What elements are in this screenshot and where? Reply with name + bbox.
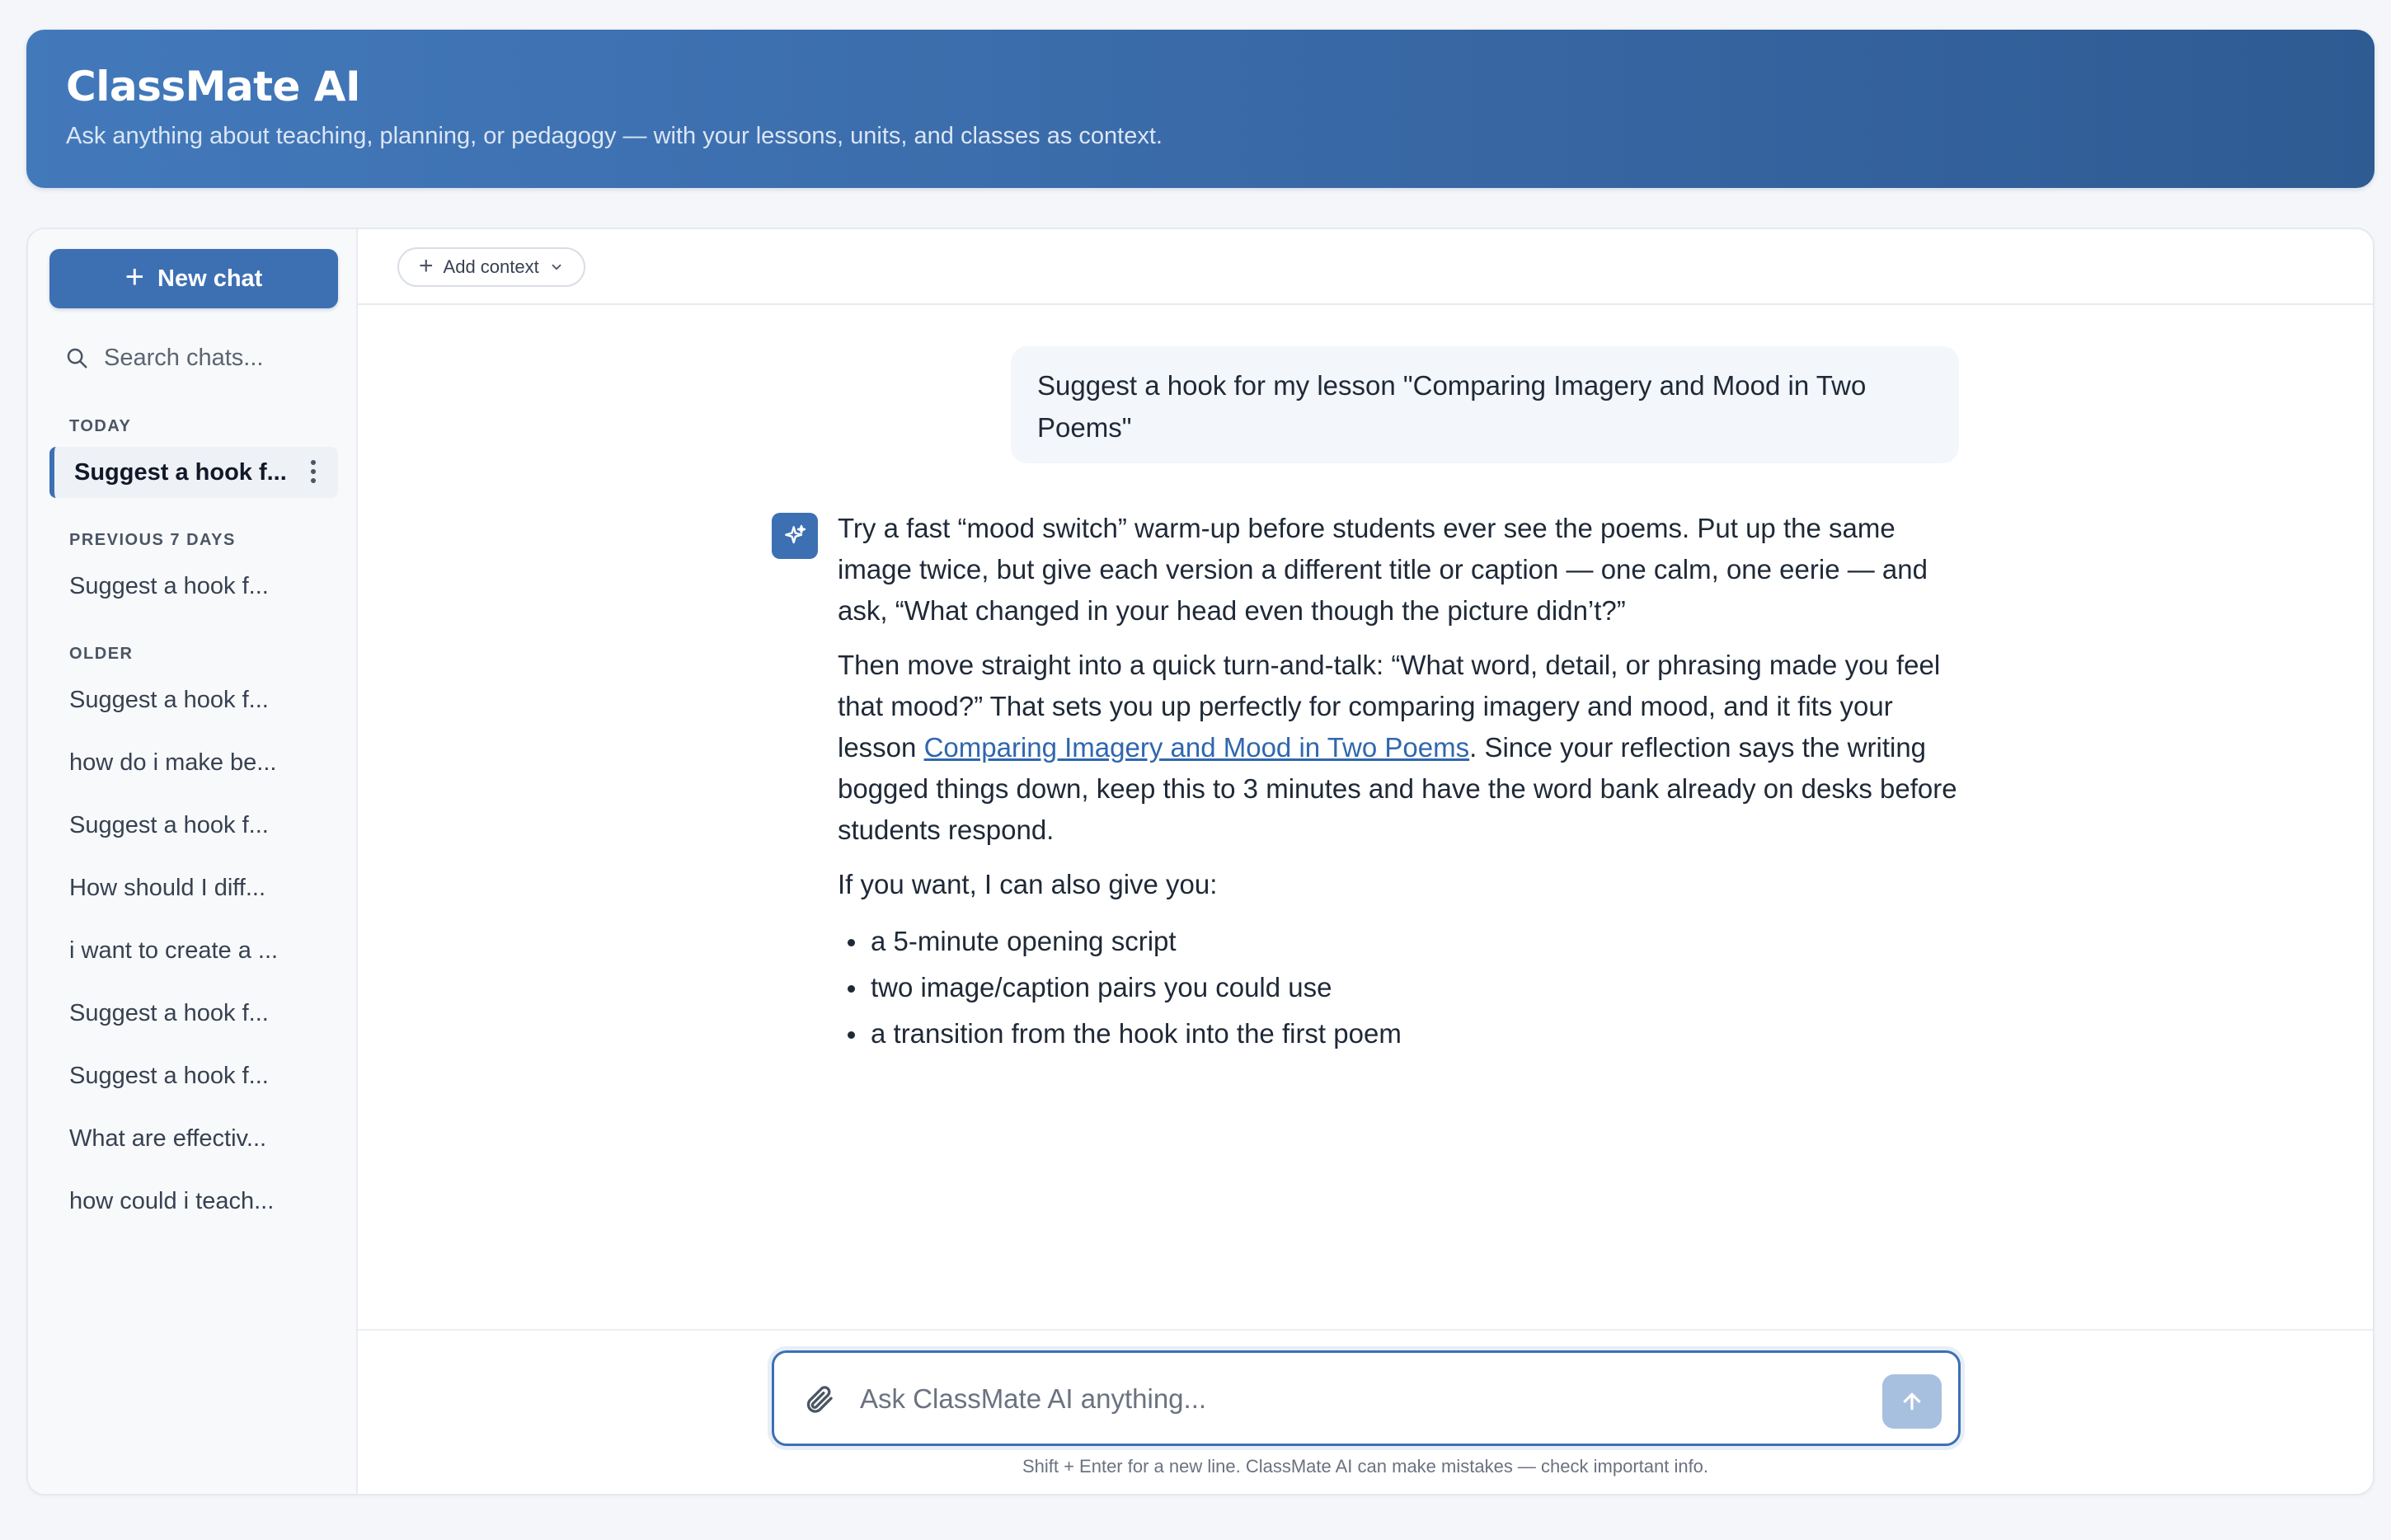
assistant-paragraph [838,645,1975,851]
main-panel [26,228,2375,1495]
text-span: Then move straight into a quick turn-and-talk: “What word, detail, or phrasing made you feel that mood?” That sets you up perfectly for comparing imagery and mood, and it fits your lesson [838,650,1941,763]
app-subtitle: Ask anything about teaching, planning, or pedagogy — with your lessons, units, and classes as context. [66,123,1163,149]
user-message: Suggest a hook for my lesson "Comparing Imagery and Mood in Two Poems" [1011,346,1959,463]
chat-item-label: i want to create a ... [69,937,279,964]
assistant-paragraph: If you want, I can also give you: [838,869,1218,899]
new-chat-button[interactable] [49,249,338,308]
chat-item-label: Suggest a hook f... [69,999,269,1026]
section-today: TODAY [69,417,132,435]
section-older: OLDER [69,645,134,663]
search-icon [64,345,89,370]
composer-hint: Shift + Enter for a new line. ClassMate AI can make mistakes — check important info. [1022,1456,1709,1477]
chat-item-label: What are effectiv... [69,1124,267,1152]
message-input[interactable] [860,1376,1816,1422]
add-context-label: Add context [443,256,539,277]
text-span: . Since your reflection says the writing bogged things down, keep this to 3 minutes and have the word bank already on desks before students respond. [838,732,1957,845]
composer-area [358,1329,2373,1494]
assistant-message [838,508,1975,1057]
chat-sidebar [28,229,358,1494]
sparkle-icon [782,523,808,549]
chat-item-label: How should I diff... [69,874,266,901]
send-button[interactable] [1882,1374,1942,1429]
add-context-button[interactable] [397,247,585,287]
header-banner [26,30,2375,188]
new-chat-label: New chat [157,265,263,292]
chevron-down-icon [549,260,564,275]
chat-item-label: Suggest a hook f... [69,572,269,599]
chat-item-label: how could i teach... [69,1187,275,1214]
chat-item-label: Suggest a hook f... [69,686,269,713]
chat-item[interactable] [49,925,338,976]
chat-search[interactable] [64,335,336,381]
section-previous-7-days: PREVIOUS 7 DAYS [69,531,236,549]
list-item: a transition from the hook into the first poem [838,1011,1975,1057]
plus-icon: + [124,259,145,295]
more-options-icon[interactable] [305,457,322,486]
assistant-avatar [772,513,818,559]
chat-item-label: Suggest a hook f... [69,811,269,838]
chat-item[interactable] [49,1176,338,1227]
lesson-link[interactable]: Comparing Imagery and Mood in Two Poems [923,732,1470,763]
message-composer[interactable] [772,1350,1961,1446]
paperclip-icon[interactable] [802,1383,835,1416]
chat-item[interactable] [49,1113,338,1164]
app-title: ClassMate AI [66,63,361,110]
chat-item[interactable] [49,862,338,913]
chat-area [358,229,2373,1494]
chat-item[interactable] [49,1050,338,1101]
chat-item[interactable] [49,800,338,851]
chat-item-label: how do i make be... [69,749,277,776]
list-item: a 5-minute opening script [838,918,1975,965]
list-item: two image/caption pairs you could use [838,965,1975,1011]
chat-item[interactable] [49,737,338,788]
chat-item-label: Suggest a hook f... [69,1062,269,1089]
search-input[interactable] [104,345,318,372]
chat-item-label: Suggest a hook f... [74,458,287,486]
chat-item[interactable] [49,561,338,612]
chat-item-active[interactable] [49,447,338,498]
chat-toolbar [358,229,2373,305]
assistant-paragraph: Try a fast “mood switch” warm-up before students ever see the poems. Put up the same image twice, but give each version a different title or caption — one calm, one eerie — and ask, “What changed in your head even though the picture didn’t?” [838,513,1928,626]
arrow-up-icon [1900,1389,1924,1414]
chat-item[interactable] [49,988,338,1039]
chat-item[interactable] [49,674,338,725]
offer-list [838,918,1975,1057]
plus-icon: + [419,251,434,279]
